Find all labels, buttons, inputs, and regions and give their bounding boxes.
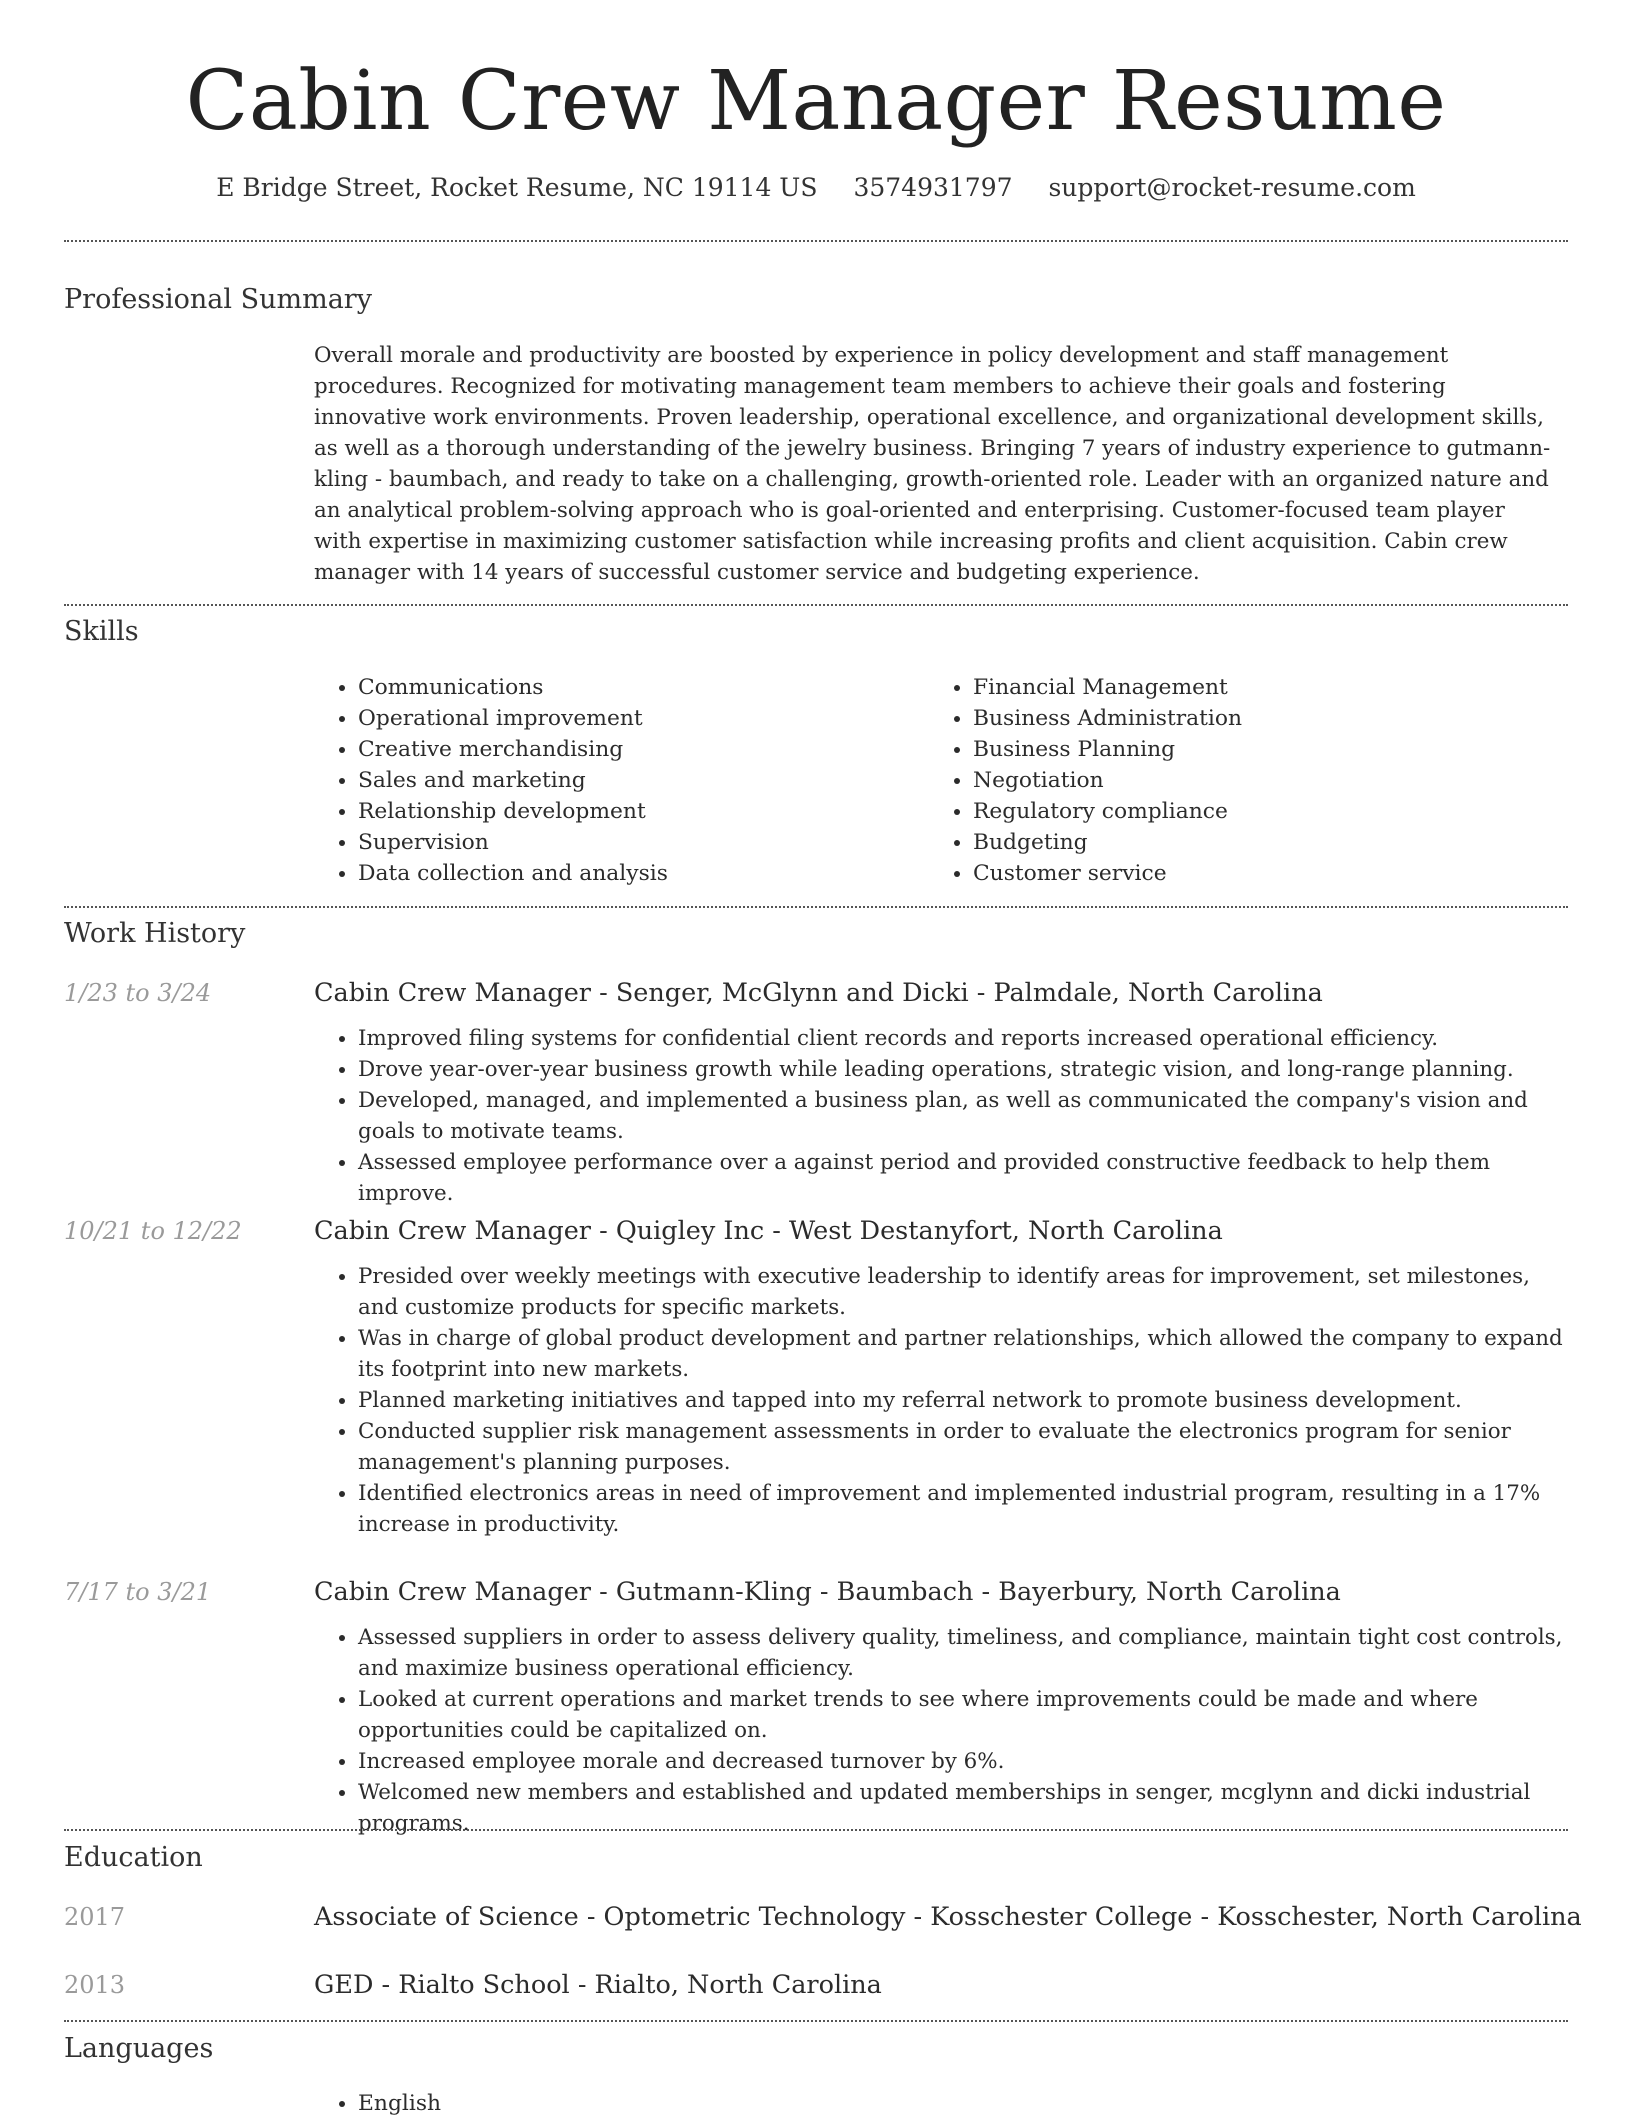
- job-bullet: • Was in charge of global product development and partner relationships, which allowed the company to expand its footprint into new markets.: [358, 1323, 1568, 1385]
- section-divider: [64, 906, 1568, 908]
- education-year: 2013: [64, 1971, 126, 1999]
- job-bullet: • Increased employee morale and decreased turnover by 6%.: [358, 1746, 1568, 1777]
- job-bullet: • Looked at current operations and market trends to see where improvements could be made and where opportunities could be capitalized on.: [358, 1684, 1568, 1746]
- job-bullet: • Assessed employee performance over a against period and provided constructive feedback to help them improve.: [358, 1147, 1568, 1209]
- education-year: 2017: [64, 1903, 126, 1931]
- job-title: Cabin Crew Manager - Quigley Inc - West Destanyfort, North Carolina: [314, 1216, 1223, 1246]
- summary-text: Overall morale and productivity are boosted by experience in policy development and staff management procedures. Recognized for motivating management team members to achieve their goals and fostering innovative work environments. Proven leadership, operational excellence, and organizational development skills, as well as a thorough understanding of the jewelry business. Bringing 7 years of industry experience to gutmann-kling - baumbach, and ready to take on a challenging, growth-oriented role. Leader with an organized nature and an analytical problem-solving approach who is goal-oriented and enterprising. Customer-focused team player with expertise in maximizing customer satisfaction while increasing profits and client acquisition. Cabin crew manager with 14 years of successful customer service and budgeting experience.: [314, 343, 1551, 585]
- skill-item: • Sales and marketing: [358, 765, 918, 796]
- contact-address: E Bridge Street, Rocket Resume, NC 19114 US: [216, 173, 818, 202]
- skills-heading: Skills: [64, 616, 139, 647]
- skill-item: • Creative merchandising: [358, 734, 918, 765]
- education-title: Associate of Science - Optometric Technology - Kosschester College - Kosschester, North Carolina: [314, 1902, 1582, 1932]
- language-item: • English: [358, 2088, 958, 2119]
- section-divider: [64, 604, 1568, 606]
- job-entry: [314, 1213, 1568, 1540]
- skill-item: • Customer service: [973, 858, 1573, 889]
- job-entry: [314, 975, 1568, 1209]
- skill-item: • Communications: [358, 672, 918, 703]
- job-bullet: • Welcomed new members and established and updated memberships in senger, mcglynn and dicki industrial programs.: [358, 1777, 1568, 1839]
- skill-item: • Supervision: [358, 827, 918, 858]
- resume-title: Cabin Crew Manager Resume: [185, 54, 1447, 149]
- section-divider: [64, 1829, 1568, 1831]
- contact-phone: 3574931797: [853, 173, 1013, 202]
- skill-item: • Business Planning: [973, 734, 1573, 765]
- job-bullet: • Developed, managed, and implemented a business plan, as well as communicated the company's vision and goals to motivate teams.: [358, 1085, 1568, 1147]
- skill-item: • Budgeting: [973, 827, 1573, 858]
- job-title: Cabin Crew Manager - Gutmann-Kling - Baumbach - Bayerbury, North Carolina: [314, 1577, 1341, 1607]
- skill-item: • Regulatory compliance: [973, 796, 1573, 827]
- contact-line: [0, 170, 1632, 206]
- job-entry: [314, 1574, 1568, 1839]
- job-dates: 10/21 to 12/22: [64, 1217, 242, 1245]
- job-bullet: • Planned marketing initiatives and tapped into my referral network to promote business development.: [358, 1385, 1568, 1416]
- education-title: GED - Rialto School - Rialto, North Carolina: [314, 1970, 882, 2000]
- job-bullet: • Conducted supplier risk management assessments in order to evaluate the electronics program for senior management's planning purposes.: [358, 1416, 1568, 1478]
- education-heading: Education: [64, 1842, 203, 1873]
- contact-email: support@rocket-resume.com: [1048, 173, 1416, 202]
- skill-item: • Financial Management: [973, 672, 1573, 703]
- skill-item: • Data collection and analysis: [358, 858, 918, 889]
- skills-list-right: [929, 672, 1573, 889]
- job-title: Cabin Crew Manager - Senger, McGlynn and Dicki - Palmdale, North Carolina: [314, 978, 1323, 1008]
- skills-list-left: [314, 672, 918, 889]
- section-divider: [64, 240, 1568, 242]
- skill-item: • Business Administration: [973, 703, 1573, 734]
- languages-list: [314, 2088, 958, 2119]
- job-bullet: • Identified electronics areas in need of improvement and implemented industrial program, resulting in a 17% increase in productivity.: [358, 1478, 1568, 1540]
- job-bullets: [314, 1023, 1568, 1209]
- section-divider: [64, 2020, 1568, 2022]
- job-bullet: • Presided over weekly meetings with executive leadership to identify areas for improvement, set milestones, and customize products for specific markets.: [358, 1261, 1568, 1323]
- skill-item: • Relationship development: [358, 796, 918, 827]
- job-bullet: • Drove year-over-year business growth while leading operations, strategic vision, and long-range planning.: [358, 1054, 1568, 1085]
- job-bullet: • Improved filing systems for confidential client records and reports increased operational efficiency.: [358, 1023, 1568, 1054]
- languages-heading: Languages: [64, 2033, 214, 2064]
- work-heading: Work History: [64, 918, 246, 949]
- job-bullet: • Assessed suppliers in order to assess delivery quality, timeliness, and compliance, maintain tight cost controls, and maximize business operational efficiency.: [358, 1622, 1568, 1684]
- skill-item: • Negotiation: [973, 765, 1573, 796]
- job-dates: 1/23 to 3/24: [64, 979, 212, 1007]
- skill-item: • Operational improvement: [358, 703, 918, 734]
- job-bullets: [314, 1622, 1568, 1839]
- summary-heading: Professional Summary: [64, 284, 372, 315]
- job-bullets: [314, 1261, 1568, 1540]
- job-dates: 7/17 to 3/21: [64, 1578, 212, 1606]
